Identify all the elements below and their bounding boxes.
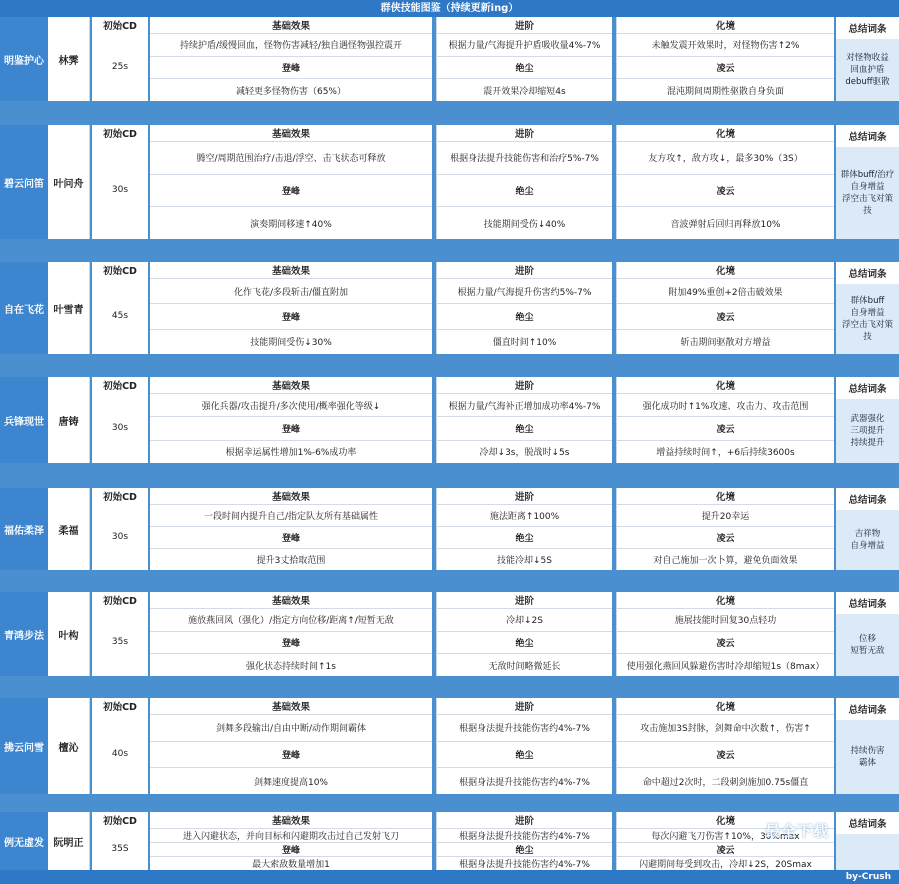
- tier-juechen-effect: 冷却↓3s，脱战时↓5s: [436, 440, 612, 463]
- hero-name: 唐铸: [48, 377, 90, 463]
- tier-lingyun-effect: 增益持续时间↑，+6后持续3600s: [616, 440, 834, 463]
- realm-effect: 强化成功时↑1%攻速、攻击力、攻击范围: [616, 393, 834, 416]
- tier-dengfeng-effect: 最大索敌数量增加1: [150, 856, 432, 870]
- tier-dengfeng: 登峰: [150, 303, 432, 328]
- tier-lingyun: 凌云: [616, 526, 834, 548]
- summary-tag: 群体buff: [850, 296, 885, 306]
- summary-tag: 持续提升: [850, 438, 885, 448]
- hero-name: 阮明正: [48, 812, 90, 870]
- hero-section: [0, 262, 899, 354]
- realm-effect: 提升20幸运: [616, 504, 834, 526]
- tier-juechen-effect: 技能冷却↓5S: [436, 548, 612, 570]
- section-title: 福佑柔泽: [0, 488, 48, 570]
- cd-value: 35s: [92, 608, 148, 676]
- tier-lingyun: 凌云: [616, 303, 834, 328]
- tier-lingyun: 凌云: [616, 631, 834, 654]
- tier-dengfeng-effect: 演奏期间移速↑40%: [150, 206, 432, 239]
- hero-name: 叶问舟: [48, 125, 90, 239]
- realm-header: 化境: [616, 592, 834, 608]
- tier-juechen: 绝尘: [436, 842, 612, 856]
- summary-tag: 霸体: [858, 758, 876, 768]
- base-effect: 化作飞花/多段斩击/僵直附加: [150, 278, 432, 303]
- realm-header: 化境: [616, 125, 834, 141]
- tier-juechen: 绝尘: [436, 56, 612, 79]
- summary-tag: 短暂无敌: [850, 646, 885, 656]
- hero-name: 林霁: [48, 17, 90, 101]
- realm-effect: 未触发震开效果时，对怪物伤害↑2%: [616, 33, 834, 56]
- hero-section: [0, 377, 899, 463]
- hero-section: [0, 592, 899, 676]
- base-effect: 进入闪避状态，并向目标和闪避期攻击过自己发射飞刀: [150, 828, 432, 842]
- watermark-logo: 最全下载: [765, 822, 830, 840]
- summary-tag: 浮空击飞对策: [841, 194, 893, 204]
- adv-effect: 施法距离↑100%: [436, 504, 612, 526]
- base-effect: 施放燕回风（强化）/指定方向位移/距离↑/短暂无敌: [150, 608, 432, 631]
- summary-tag: debuff驱散: [845, 77, 890, 87]
- summary-tags: [836, 284, 899, 354]
- adv-effect: 根据力量/气海提升伤害约5%-7%: [436, 278, 612, 303]
- adv-header: 进阶: [436, 125, 612, 141]
- tier-dengfeng-effect: 减轻更多怪物伤害（65%）: [150, 78, 432, 101]
- summary-tag: 自身增益: [850, 541, 885, 551]
- adv-effect: 根据力量/气海提升护盾吸收量4%-7%: [436, 33, 612, 56]
- cd-header: 初始CD: [92, 17, 148, 33]
- cd-header: 初始CD: [92, 698, 148, 714]
- adv-header: 进阶: [436, 488, 612, 504]
- adv-header: 进阶: [436, 377, 612, 393]
- cd-value: 30s: [92, 393, 148, 463]
- cd-value: 25s: [92, 33, 148, 101]
- hero-section: [0, 698, 899, 794]
- summary-header: 总结词条: [836, 262, 899, 284]
- tier-dengfeng: 登峰: [150, 416, 432, 439]
- tier-lingyun-effect: 混沌期间周期性驱散自身负面: [616, 78, 834, 101]
- adv-header: 进阶: [436, 17, 612, 33]
- hero-section: [0, 488, 899, 570]
- hero-section: [0, 125, 899, 239]
- base-header: 基础效果: [150, 592, 432, 608]
- adv-header: 进阶: [436, 592, 612, 608]
- tier-juechen: 绝尘: [436, 526, 612, 548]
- base-header: 基础效果: [150, 262, 432, 278]
- section-title: 碧云问笛: [0, 125, 48, 239]
- section-title: 明鉴护心: [0, 17, 48, 101]
- tier-dengfeng-effect: 提升3丈拾取范围: [150, 548, 432, 570]
- base-effect: 持续护盾/缓慢回血，怪物伤害减轻/独自遇怪物强控震开: [150, 33, 432, 56]
- summary-header: 总结词条: [836, 17, 899, 39]
- realm-effect: 附加49%重创+2倍击破效果: [616, 278, 834, 303]
- summary-tag: 自身增益: [850, 308, 885, 318]
- cd-value: 35S: [92, 828, 148, 870]
- base-effect: 腾空/周期范围治疗/击退/浮空、击飞状态可释放: [150, 141, 432, 174]
- cd-header: 初始CD: [92, 377, 148, 393]
- base-header: 基础效果: [150, 125, 432, 141]
- tier-lingyun-effect: 音波弹射后回归再释放10%: [616, 206, 834, 239]
- realm-header: 化境: [616, 812, 834, 828]
- base-header: 基础效果: [150, 812, 432, 828]
- tier-lingyun: 凌云: [616, 741, 834, 768]
- tier-lingyun-effect: 闪避期间每受到攻击，冷却↓2S，20Smax: [616, 856, 834, 870]
- hero-name: 柔福: [48, 488, 90, 570]
- summary-tags: [836, 147, 899, 239]
- tier-juechen-effect: 根据身法提升技能伤害约4%-7%: [436, 856, 612, 870]
- base-header: 基础效果: [150, 17, 432, 33]
- hero-name: 叶构: [48, 592, 90, 676]
- summary-tags: [836, 614, 899, 676]
- realm-effect: 施展技能时回复30点轻功: [616, 608, 834, 631]
- tier-lingyun-effect: 命中超过2次时，二段刺剑施加0.75s僵直: [616, 767, 834, 794]
- summary-header: 总结词条: [836, 812, 899, 834]
- summary-tag: 自身增益: [850, 182, 885, 192]
- tier-lingyun: 凌云: [616, 56, 834, 79]
- base-effect: 一段时间内提升自己/指定队友所有基础属性: [150, 504, 432, 526]
- page-title: 群侠技能图鉴（持续更新ing）: [0, 0, 899, 17]
- summary-header: 总结词条: [836, 377, 899, 399]
- hero-name: 檀沁: [48, 698, 90, 794]
- summary-tags: [836, 834, 899, 870]
- tier-dengfeng: 登峰: [150, 56, 432, 79]
- tier-dengfeng-effect: 技能期间受伤↓30%: [150, 329, 432, 354]
- tier-dengfeng-effect: 根据幸运属性增加1%-6%成功率: [150, 440, 432, 463]
- adv-effect: 冷却↓2S: [436, 608, 612, 631]
- base-header: 基础效果: [150, 488, 432, 504]
- cd-header: 初始CD: [92, 125, 148, 141]
- base-header: 基础效果: [150, 698, 432, 714]
- summary-tags: [836, 510, 899, 570]
- tier-dengfeng: 登峰: [150, 842, 432, 856]
- base-effect: 强化兵器/攻击提升/多次使用/概率强化等级↓: [150, 393, 432, 416]
- summary-tag: 位移: [858, 634, 876, 644]
- tier-juechen-effect: 根据身法提升技能伤害约4%-7%: [436, 767, 612, 794]
- cd-header: 初始CD: [92, 812, 148, 828]
- tier-dengfeng: 登峰: [150, 174, 432, 207]
- tier-lingyun-effect: 使用强化燕回风躲避伤害时冷却缩短1s（8max）: [616, 653, 834, 676]
- cd-header: 初始CD: [92, 488, 148, 504]
- adv-header: 进阶: [436, 262, 612, 278]
- summary-tags: [836, 39, 899, 101]
- tier-lingyun-effect: 斩击期间驱散对方增益: [616, 329, 834, 354]
- adv-header: 进阶: [436, 812, 612, 828]
- base-effect: 剑舞多段输出/自由中断/动作期间霸体: [150, 714, 432, 741]
- tier-juechen: 绝尘: [436, 174, 612, 207]
- section-title: 拂云问雪: [0, 698, 48, 794]
- tier-lingyun-effect: 对自己施加一次卜算，避免负面效果: [616, 548, 834, 570]
- summary-tag: 浮空击飞对策: [841, 320, 893, 330]
- summary-tag: 对怪物收益: [846, 53, 889, 63]
- tier-juechen-effect: 技能期间受伤↓40%: [436, 206, 612, 239]
- summary-tag: 回血护盾: [850, 65, 885, 75]
- tier-juechen: 绝尘: [436, 631, 612, 654]
- tier-lingyun: 凌云: [616, 842, 834, 856]
- section-title: 例无虚发: [0, 812, 48, 870]
- realm-effect: 攻击施加3S封脉，剑舞命中次数↑，伤害↑: [616, 714, 834, 741]
- realm-header: 化境: [616, 17, 834, 33]
- tier-juechen-effect: 震开效果冷却缩短4s: [436, 78, 612, 101]
- cd-value: 30s: [92, 504, 148, 570]
- realm-header: 化境: [616, 377, 834, 393]
- section-title: 自在飞花: [0, 262, 48, 354]
- realm-effect: 每次闪避飞刀伤害↑10%，30%max: [616, 828, 834, 842]
- tier-lingyun: 凌云: [616, 174, 834, 207]
- summary-tag: 武器强化: [850, 414, 885, 424]
- hero-name: 叶雪青: [48, 262, 90, 354]
- section-title: 青鸿步法: [0, 592, 48, 676]
- summary-tag: 群体buff/治疗: [840, 170, 895, 180]
- summary-header: 总结词条: [836, 698, 899, 720]
- tier-juechen: 绝尘: [436, 416, 612, 439]
- footer-credit: by-Crush: [0, 870, 899, 884]
- summary-header: 总结词条: [836, 125, 899, 147]
- tier-dengfeng: 登峰: [150, 741, 432, 768]
- summary-tag: 吉祥物: [854, 529, 881, 539]
- cd-value: 45s: [92, 278, 148, 354]
- tier-juechen-effect: 僵直时间↑10%: [436, 329, 612, 354]
- tier-lingyun: 凌云: [616, 416, 834, 439]
- adv-header: 进阶: [436, 698, 612, 714]
- base-header: 基础效果: [150, 377, 432, 393]
- cd-value: 30s: [92, 141, 148, 239]
- adv-effect: 根据身法提升技能伤害约4%-7%: [436, 828, 612, 842]
- hero-section: [0, 17, 899, 101]
- tier-dengfeng: 登峰: [150, 526, 432, 548]
- summary-tags: [836, 399, 899, 463]
- summary-header: 总结词条: [836, 488, 899, 510]
- tier-juechen: 绝尘: [436, 741, 612, 768]
- realm-header: 化境: [616, 698, 834, 714]
- tier-dengfeng-effect: 强化状态持续时间↑1s: [150, 653, 432, 676]
- tier-juechen: 绝尘: [436, 303, 612, 328]
- summary-tag: 持续伤害: [850, 746, 885, 756]
- section-title: 兵锋现世: [0, 377, 48, 463]
- tier-juechen-effect: 无敌时间略微延长: [436, 653, 612, 676]
- cd-value: 40s: [92, 714, 148, 794]
- summary-tags: [836, 720, 899, 794]
- tier-dengfeng: 登峰: [150, 631, 432, 654]
- cd-header: 初始CD: [92, 262, 148, 278]
- realm-effect: 友方攻↑，敌方攻↓，最多30%（3S）: [616, 141, 834, 174]
- summary-header: 总结词条: [836, 592, 899, 614]
- adv-effect: 根据身法提升技能伤害约4%-7%: [436, 714, 612, 741]
- realm-header: 化境: [616, 488, 834, 504]
- cd-header: 初始CD: [92, 592, 148, 608]
- realm-header: 化境: [616, 262, 834, 278]
- adv-effect: 根据力量/气海补正增加成功率4%-7%: [436, 393, 612, 416]
- summary-tag: 技: [863, 206, 872, 216]
- tier-dengfeng-effect: 剑舞速度提高10%: [150, 767, 432, 794]
- summary-tag: 技: [863, 332, 872, 342]
- summary-tag: 三项提升: [850, 426, 885, 436]
- adv-effect: 根据身法提升技能伤害和治疗5%-7%: [436, 141, 612, 174]
